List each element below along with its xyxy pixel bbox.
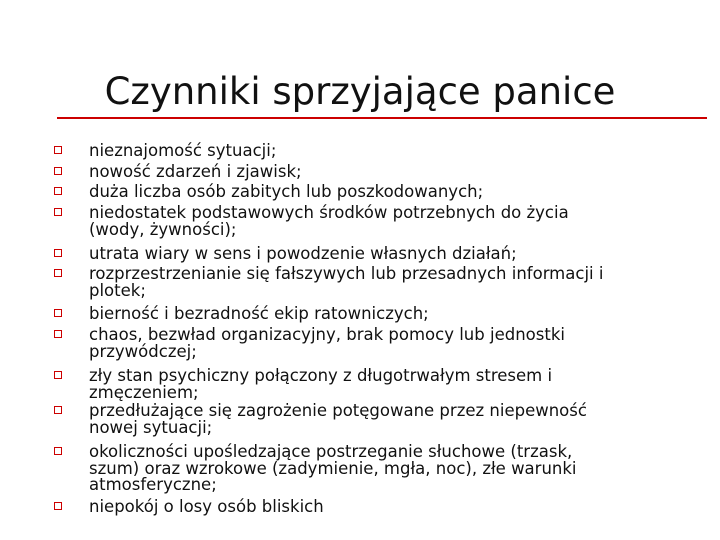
list-item-text: utrata wiary w sens i powodzenie własnych działań;: [89, 244, 517, 263]
list-item-text: nowość zdarzeń i zjawisk;: [89, 162, 302, 181]
hollow-square-bullet-icon: [54, 309, 62, 317]
list-item-text: nieznajomość sytuacji;: [89, 141, 277, 160]
list-item-text: chaos, bezwład organizacyjny, brak pomocy lub jednostki przywódczej;: [89, 325, 565, 361]
hollow-square-bullet-icon: [54, 502, 62, 510]
hollow-square-bullet-icon: [54, 146, 62, 154]
hollow-square-bullet-icon: [54, 406, 62, 414]
hollow-square-bullet-icon: [54, 167, 62, 175]
hollow-square-bullet-icon: [54, 371, 62, 379]
slide-title: Czynniki sprzyjające panice: [104, 70, 616, 113]
list-item-text: okoliczności upośledzające postrzeganie słuchowe (trzask, szum) oraz wzrokowe (zadymienie, mgła, noc), złe warunki atmosferyczne;: [89, 442, 577, 494]
hollow-square-bullet-icon: [54, 330, 62, 338]
list-item-text: niepokój o losy osób bliskich: [89, 497, 324, 516]
list-item-text: zły stan psychiczny połączony z długotrwałym stresem i zmęczeniem;: [89, 366, 553, 402]
list-item-text: duża liczba osób zabitych lub poszkodowanych;: [89, 182, 484, 201]
hollow-square-bullet-icon: [54, 187, 62, 195]
hollow-square-bullet-icon: [54, 447, 62, 455]
hollow-square-bullet-icon: [54, 249, 62, 257]
hollow-square-bullet-icon: [54, 269, 62, 277]
list-item-text: rozprzestrzenianie się fałszywych lub przesadnych informacji i plotek;: [89, 264, 604, 300]
list-item-text: niedostatek podstawowych środków potrzebnych do życia (wody, żywności);: [89, 203, 569, 239]
list-item-text: przedłużające się zagrożenie potęgowane przez niepewność nowej sytuacji;: [89, 401, 587, 437]
hollow-square-bullet-icon: [54, 208, 62, 216]
list-item-text: bierność i bezradność ekip ratowniczych;: [89, 304, 429, 323]
